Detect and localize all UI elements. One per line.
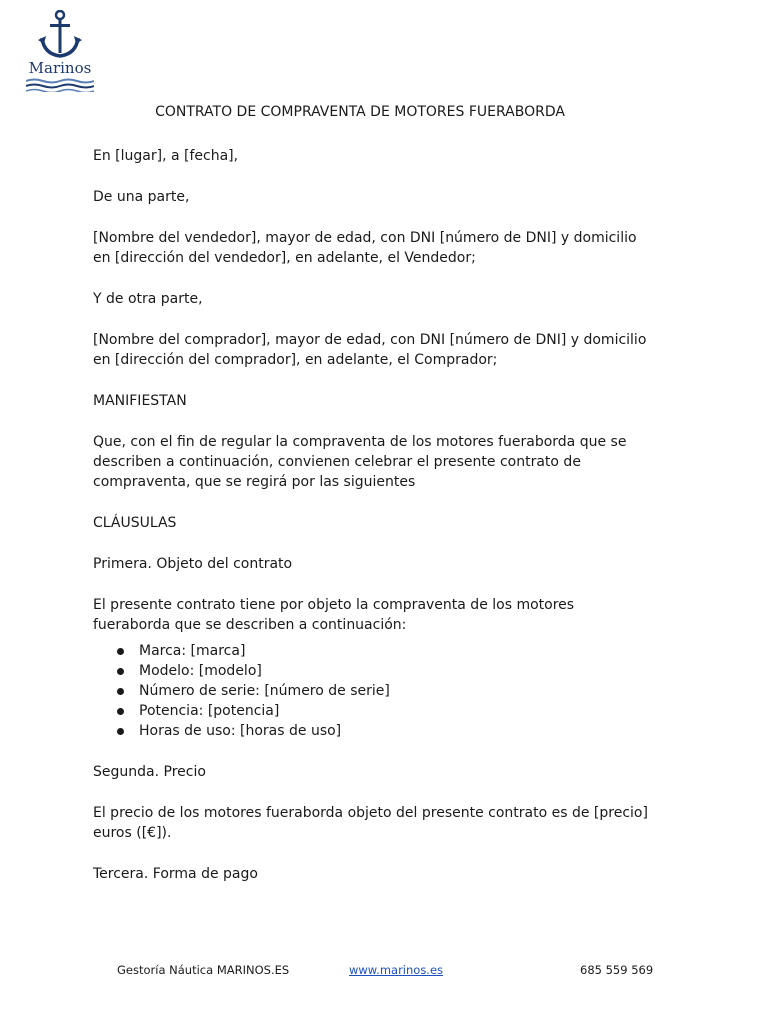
- document-body: [93, 146, 653, 905]
- list-item: Número de serie: [número de serie]: [139, 681, 653, 701]
- list-item: Horas de uso: [horas de uso]: [139, 721, 653, 741]
- document-title: CONTRATO DE COMPRAVENTA DE MOTORES FUERABORDA: [155, 104, 565, 120]
- clause-two-heading: Segunda. Precio: [93, 764, 206, 780]
- seller-details: [Nombre del vendedor], mayor de edad, con DNI [número de DNI] y domicilio en [dirección del vendedor], en adelante, el Vendedor;: [93, 230, 637, 266]
- footer-website-link[interactable]: www.marinos.es: [349, 963, 444, 977]
- motor-details-list: [93, 641, 653, 741]
- clause-one-text: El presente contrato tiene por objeto la compraventa de los motores fueraborda que se describen a continuación:: [93, 597, 575, 633]
- list-item: Potencia: [potencia]: [139, 701, 653, 721]
- marinos-logo: [26, 10, 94, 94]
- clause-one-heading: Primera. Objeto del contrato: [93, 556, 293, 572]
- clause-three-heading: Tercera. Forma de pago: [93, 866, 258, 882]
- buyer-details: [Nombre del comprador], mayor de edad, con DNI [número de DNI] y domicilio en [dirección del comprador], en adelante, el Comprador;: [93, 332, 647, 368]
- list-item: Modelo: [modelo]: [139, 661, 653, 681]
- footer-company: Gestoría Náutica MARINOS.ES: [117, 963, 290, 977]
- intro-paragraph: Que, con el fin de regular la compraventa de los motores fueraborda que se describen a continuación, convienen celebrar el presente contrato de compraventa, que se regirá por las siguientes: [93, 434, 627, 490]
- party-two-heading: Y de otra parte,: [93, 291, 203, 307]
- list-item: Marca: [marca]: [139, 641, 653, 661]
- place-date-line: En [lugar], a [fecha],: [93, 148, 239, 164]
- anchor-icon: [38, 10, 82, 60]
- manifiestan-heading: MANIFIESTAN: [93, 393, 187, 409]
- footer-phone: 685 559 569: [580, 963, 654, 977]
- clausulas-heading: CLÁUSULAS: [93, 515, 177, 531]
- clause-two-text: El precio de los motores fueraborda objeto del presente contrato es de [precio] euros ([€]).: [93, 805, 648, 841]
- waves-icon: [26, 78, 94, 92]
- party-one-heading: De una parte,: [93, 189, 190, 205]
- logo-brand-text: Marinos: [28, 59, 92, 77]
